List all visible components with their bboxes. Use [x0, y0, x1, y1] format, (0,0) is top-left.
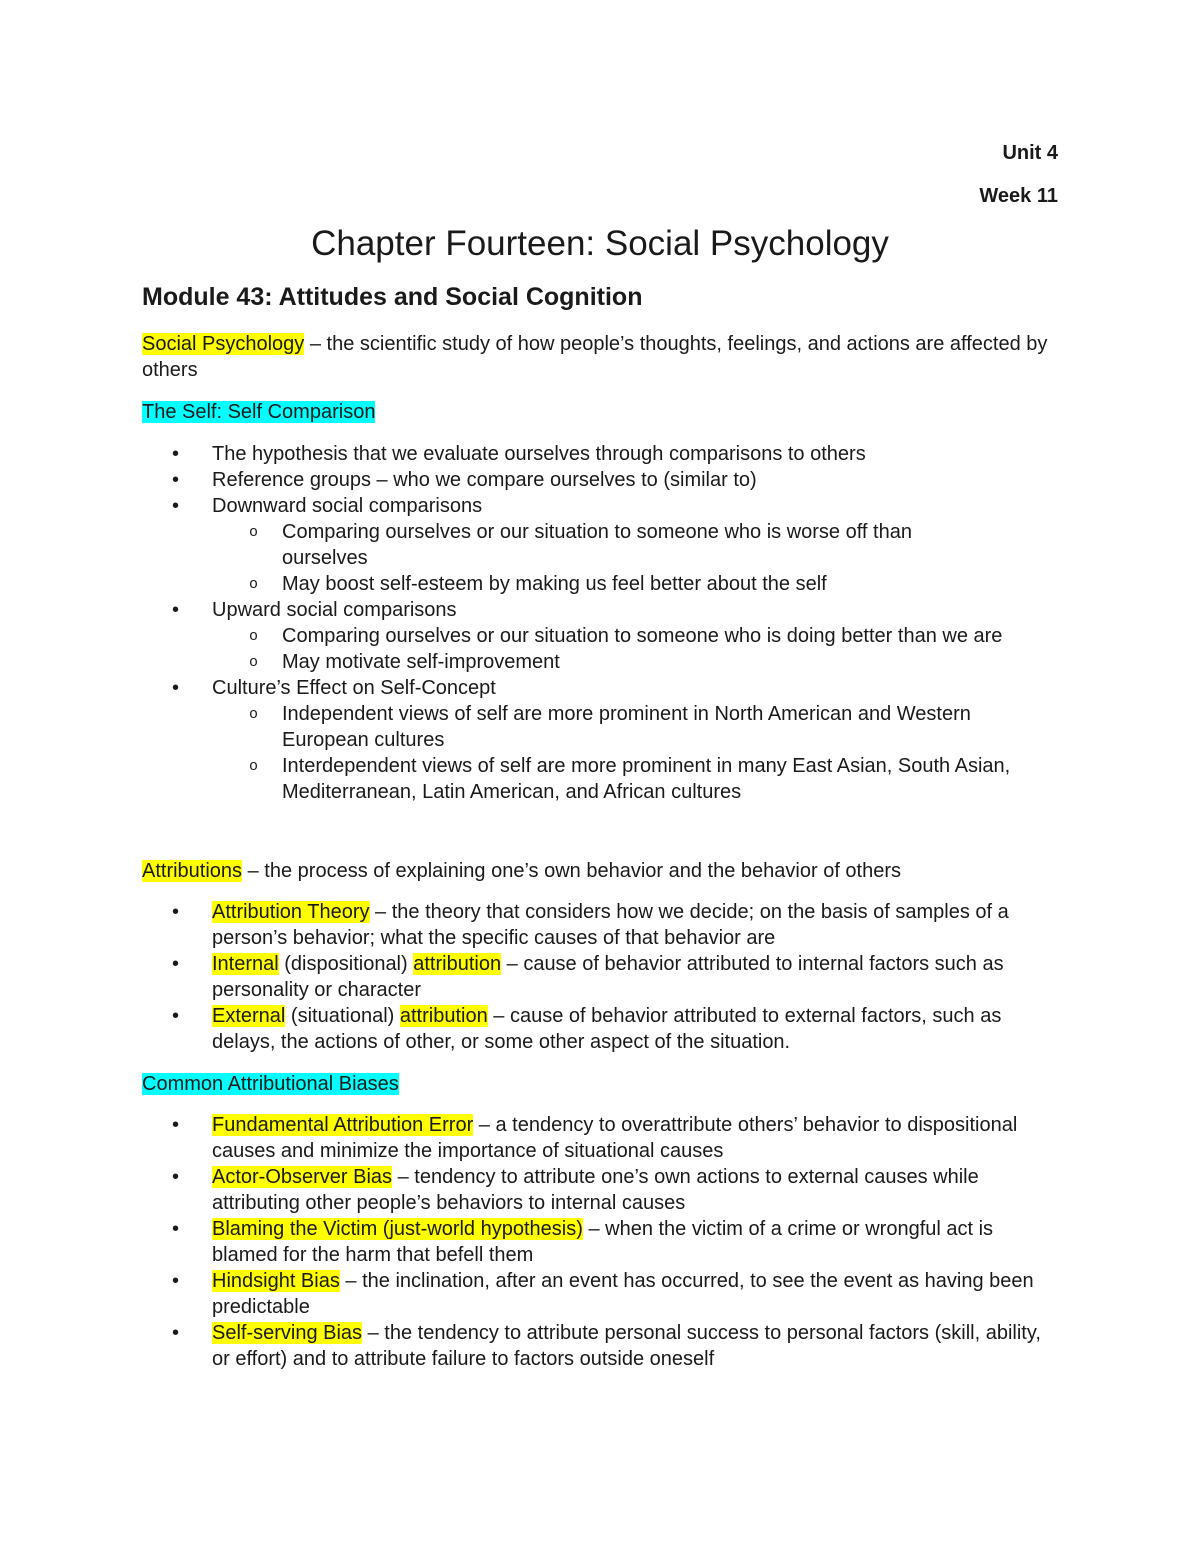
- list-item: • Hindsight Bias – the inclination, after an event has occurred, to see the event as having been predictable: [142, 1268, 1062, 1320]
- term-hindsight-bias: Hindsight Bias: [212, 1270, 340, 1292]
- list-item: • Self-serving Bias – the tendency to attribute personal success to personal factors (skill, ability, or effort) and to attribute failure to factors outside oneself: [142, 1320, 1062, 1372]
- list-item: • Reference groups – who we compare ourselves to (similar to): [142, 467, 1062, 493]
- term-actor-observer-bias: Actor-Observer Bias: [212, 1166, 393, 1188]
- social-psychology-definition: [142, 331, 1062, 383]
- heading-highlight: The Self: Self Comparison: [142, 401, 376, 423]
- biases-list: [142, 1112, 1062, 1372]
- week-label: Week 11: [979, 185, 1058, 207]
- unit-label: Unit 4: [1002, 142, 1058, 164]
- term-attribution: attribution: [413, 953, 502, 975]
- list-item: • Internal (dispositional) attribution – cause of behavior attributed to internal factors such as personality or character: [142, 951, 1062, 1003]
- sub-list-item: o May boost self-esteem by making us feel better about the self: [212, 571, 1062, 597]
- self-comparison-heading: [142, 399, 1062, 425]
- term-attribution-theory: Attribution Theory: [212, 901, 370, 923]
- list-item: • Attribution Theory – the theory that considers how we decide; on the basis of samples of a person’s behavior; what the specific causes of that behavior are: [142, 899, 1062, 951]
- attributions-list: [142, 899, 1062, 1055]
- list-item: • External (situational) attribution – cause of behavior attributed to external factors, such as delays, the actions of other, or some other aspect of the situation.: [142, 1003, 1062, 1055]
- term-attributions: Attributions: [142, 860, 243, 882]
- definition-text: – the scientific study of how people’s thoughts, feelings, and actions are affected by others: [142, 333, 1048, 381]
- term-self-serving-bias: Self-serving Bias: [212, 1322, 363, 1344]
- list-item: • Fundamental Attribution Error – a tendency to overattribute others’ behavior to dispositional causes and minimize the importance of situational causes: [142, 1112, 1062, 1164]
- sub-list-item: o Independent views of self are more prominent in North American and Western European cultures: [212, 701, 1062, 753]
- list-item: • The hypothesis that we evaluate ourselves through comparisons to others: [142, 441, 1062, 467]
- term-attribution: attribution: [399, 1005, 488, 1027]
- attributions-definition: Attributions – the process of explaining one’s own behavior and the behavior of others: [142, 860, 902, 882]
- term-fundamental-attribution-error: Fundamental Attribution Error: [212, 1114, 474, 1136]
- module-title: Module 43: Attitudes and Social Cognition: [142, 283, 643, 311]
- list-item: • Upward social comparisons o Comparing ourselves or our situation to someone who is doing better than we are o May motivate self-improvement: [142, 597, 1062, 675]
- list-item: • Blaming the Victim (just-world hypothesis) – when the victim of a crime or wrongful act is blamed for the harm that befell them: [142, 1216, 1062, 1268]
- list-item: • Actor-Observer Bias – tendency to attribute one’s own actions to external causes while attributing other people’s behaviors to internal causes: [142, 1164, 1062, 1216]
- self-comparison-list: [142, 441, 1062, 805]
- sub-list-item: o Interdependent views of self are more prominent in many East Asian, South Asian, Mediterranean, Latin American, and African cultures: [212, 753, 1062, 805]
- term-external: External: [212, 1005, 286, 1027]
- sub-list-item: o May motivate self-improvement: [212, 649, 1062, 675]
- list-item: • Culture’s Effect on Self-Concept o Independent views of self are more prominent in North American and Western European cultures o Interdependent views of self are more prominent in many East Asian, South Asian, Mediterranean, Latin American, and African cultures: [142, 675, 1062, 805]
- sub-list-item: o Comparing ourselves or our situation to someone who is worse off than ourselves: [212, 519, 1062, 571]
- list-item: • Downward social comparisons o Comparing ourselves or our situation to someone who is worse off than ourselves o May boost self-esteem by making us feel better about the self: [142, 493, 1062, 597]
- heading-highlight: Common Attributional Biases: [142, 1073, 399, 1095]
- term-internal: Internal: [212, 953, 279, 975]
- sub-list-item: o Comparing ourselves or our situation to someone who is doing better than we are: [212, 623, 1062, 649]
- biases-heading: [142, 1071, 1062, 1097]
- term-social-psychology: Social Psychology: [142, 333, 305, 355]
- chapter-title: Chapter Fourteen: Social Psychology: [311, 224, 889, 263]
- term-blaming-the-victim: Blaming the Victim (just-world hypothesis): [212, 1218, 583, 1240]
